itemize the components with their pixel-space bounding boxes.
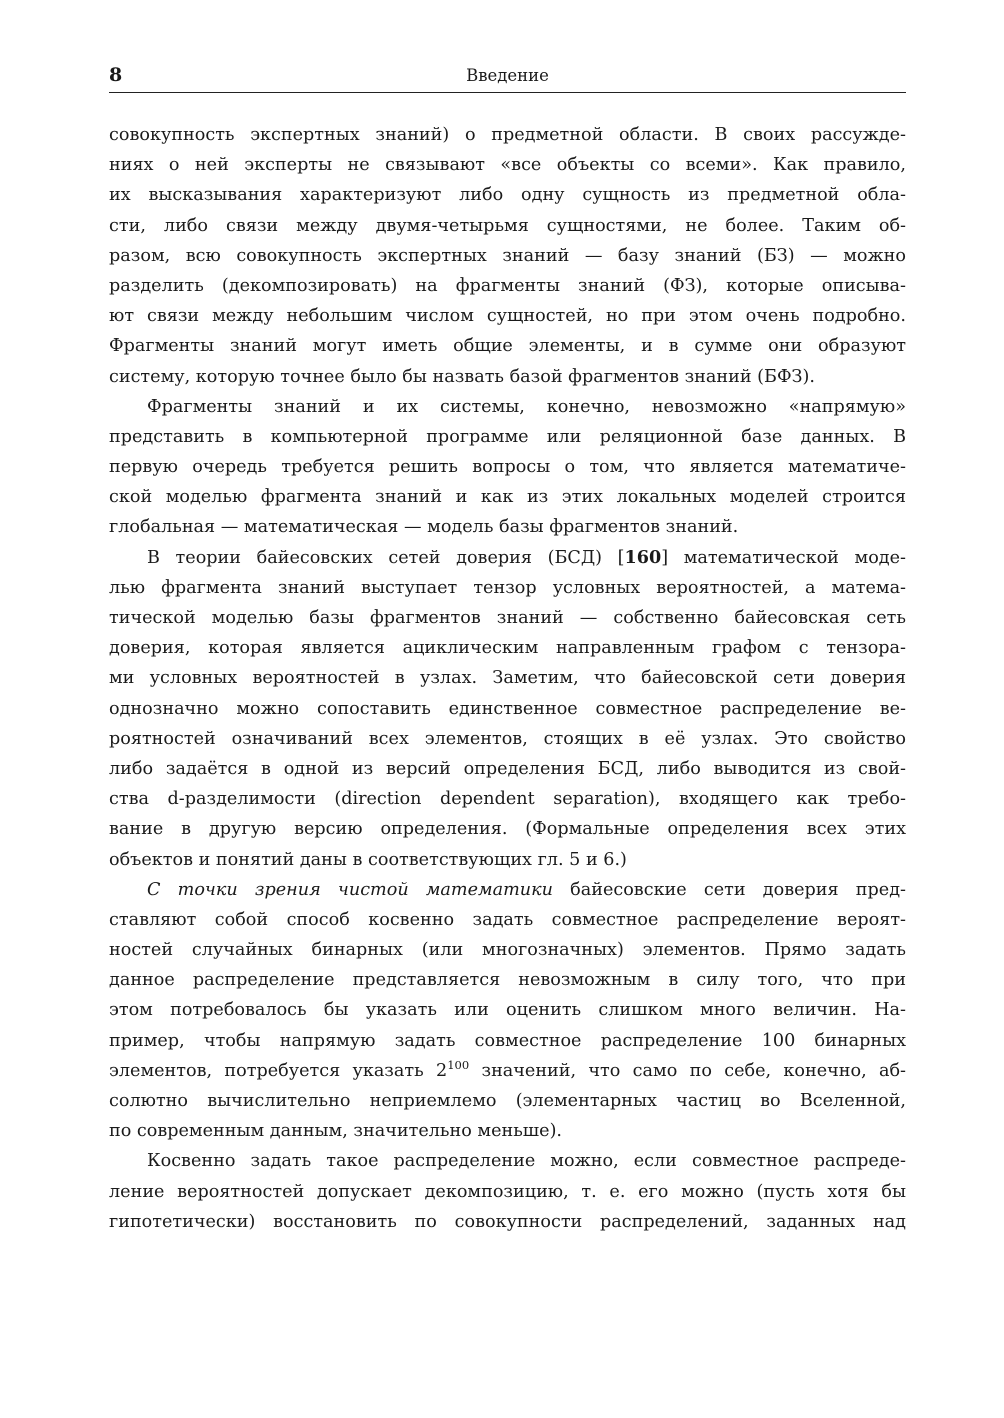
text-line: первую очередь требуется решить вопросы о том, что является математиче- <box>109 457 906 478</box>
text-line: солютно вычислительно неприемлемо (элементарных частиц во Вселенной, <box>109 1091 906 1111</box>
text-line: Фрагменты знаний и их системы, конечно, невозможно «напрямую» <box>147 396 906 417</box>
text-line: этом потребовалось бы указать или оценить слишком много величин. На- <box>109 1000 906 1021</box>
page-number: 8 <box>109 64 123 86</box>
text-line: разделить (декомпозировать) на фрагменты знаний (ФЗ), которые описыва- <box>109 275 906 296</box>
text-line: систему, которую точнее было бы назвать базой фрагментов знаний (БФЗ). <box>109 366 815 387</box>
text-line: пример, чтобы напрямую задать совместное распределение 100 бинарных <box>109 1030 906 1051</box>
text-line: доверия, которая является ациклическим направленным графом с тензора- <box>109 638 906 659</box>
text-line: ми условных вероятностей в узлах. Заметим, что байесовской сети доверия <box>109 668 906 689</box>
text-fragment: байесовские сети доверия пред- <box>552 879 906 900</box>
text-line: ства d-разделимости (direction dependent separation), входящего как требо- <box>109 789 906 810</box>
paragraph <box>109 120 906 392</box>
text-line: ление вероятностей допускает декомпозицию, т. е. его можно (пусть хотя бы <box>109 1181 906 1202</box>
text-line <box>109 1056 906 1086</box>
text-line: ностей случайных бинарных (или многозначных) элементов. Прямо задать <box>109 940 906 961</box>
text-line: гипотетически) восстановить по совокупности распределений, заданных над <box>109 1211 906 1232</box>
text-line: либо задаётся в одной из версий определения БСД, либо выводится из свой- <box>109 758 906 779</box>
text-line <box>109 543 906 573</box>
text-fragment: элементов, потребуется указать 2 <box>109 1060 448 1081</box>
text-line: сти, либо связи между двумя-четырьмя сущностями, не более. Таким об- <box>109 215 906 236</box>
paragraph <box>109 875 906 1147</box>
text-line: по современным данным, значительно меньше). <box>109 1121 563 1142</box>
text-line: тической моделью базы фрагментов знаний — собственно байесовская сеть <box>109 608 906 628</box>
text-line: лью фрагмента знаний выступает тензор условных вероятностей, а матема- <box>109 577 906 598</box>
text-line: их высказывания характеризуют либо одну сущность из предметной обла- <box>109 185 906 206</box>
running-title: Введение <box>466 66 549 85</box>
body-text <box>109 120 906 1237</box>
paragraph <box>109 543 906 875</box>
text-line: совокупность экспертных знаний) о предметной области. В своих рассужде- <box>109 125 906 145</box>
text-line: объектов и понятий даны в соответствующих гл. 5 и 6.) <box>109 849 627 870</box>
text-line: однозначно можно сопоставить единственное совместное распределение ве- <box>109 698 906 719</box>
superscript-exponent: 100 <box>447 1057 470 1072</box>
text-line: Фрагменты знаний могут иметь общие элементы, и в сумме они образуют <box>109 336 906 357</box>
text-line: Косвенно задать такое распределение можно, если совместное распреде- <box>147 1151 906 1172</box>
text-line: данное распределение представляется невозможным в силу того, что при <box>109 970 906 991</box>
text-line: разом, всю совокупность экспертных знаний — базу знаний (БЗ) — можно <box>109 245 906 266</box>
text-line: ют связи между небольшим числом сущностей, но при этом очень подробно. <box>109 306 906 327</box>
text-line: ставляют собой способ косвенно задать совместное распределение вероят- <box>109 909 906 930</box>
text-line: представить в компьютерной программе или реляционной базе данных. В <box>109 426 906 447</box>
text-line: вание в другую версию определения. (Формальные определения всех этих <box>109 819 906 840</box>
text-line <box>109 875 906 905</box>
text-fragment: В теории байесовских сетей доверия (БСД) [ <box>147 547 625 568</box>
text-line: ской моделью фрагмента знаний и как из этих локальных моделей строится <box>109 487 906 508</box>
emphasis-text: С точки зрения чистой математики <box>147 879 553 900</box>
text-line: глобальная — математическая — модель базы фрагментов знаний. <box>109 517 739 538</box>
text-fragment: ] математической моде- <box>661 547 906 568</box>
citation-ref: 160 <box>624 546 662 568</box>
text-line: ниях о ней эксперты не связывают «все объекты со всеми». Как правило, <box>109 155 906 176</box>
text-line: роятностей означиваний всех элементов, стоящих в её узлах. Это свойство <box>109 728 906 749</box>
text-fragment: значений, что само по себе, конечно, аб- <box>469 1060 906 1081</box>
page-header <box>109 62 906 93</box>
paragraph <box>109 392 906 543</box>
paragraph <box>109 1146 906 1237</box>
